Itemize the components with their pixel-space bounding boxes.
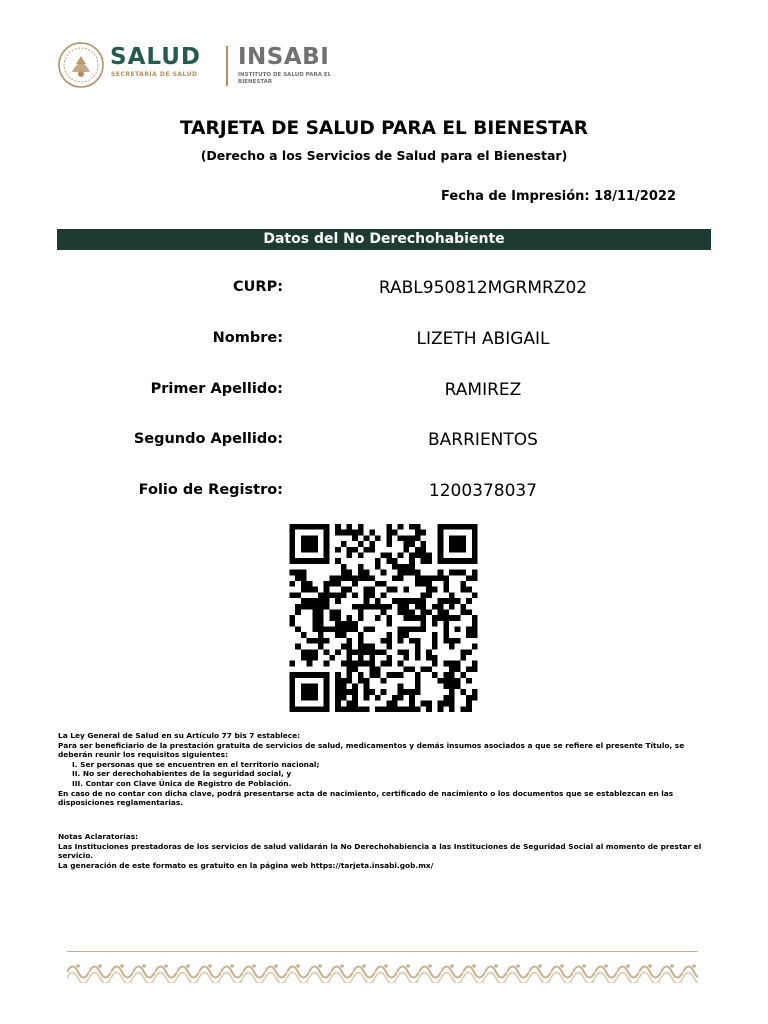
primer-apellido-value: RAMIREZ bbox=[444, 380, 522, 400]
document-subtitle: (Derecho a los Servicios de Salud para el Bienestar) bbox=[200, 148, 568, 163]
segundo-apellido-value: BARRIENTOS bbox=[428, 430, 538, 450]
folio-value: 1200378037 bbox=[428, 481, 538, 501]
legal-text bbox=[58, 731, 714, 808]
nombre-value: LIZETH ABIGAIL bbox=[416, 329, 550, 349]
qr-code-icon bbox=[285, 524, 482, 712]
legal-line-3: En caso de no contar con dicha clave, podrá presentarse acta de nacimiento, certificado de nacimiento o los documentos que se establezcan en las disposiciones reglamentarias. bbox=[58, 788, 674, 808]
notes-line-1: Las Instituciones prestadoras de los servicios de salud validarán la No Derechohabiencia a las Instituciones de Seguridad Social al momento de prestar el servicio. bbox=[58, 841, 702, 861]
segundo-apellido-label: Segundo Apellido: bbox=[133, 431, 283, 447]
insabi-logo-text: INSABI bbox=[238, 44, 330, 70]
folio-label: Folio de Registro: bbox=[138, 482, 283, 498]
notes-text bbox=[58, 832, 714, 870]
legal-item-3: III. Contar con Clave Única de Registro de Población. bbox=[72, 778, 292, 788]
salud-logo-subtitle: SECRETARÍA DE SALUD bbox=[111, 71, 198, 78]
nombre-label: Nombre: bbox=[212, 330, 283, 346]
legal-item-1: I. Ser personas que se encuentren en el territorio nacional; bbox=[72, 759, 320, 769]
curp-label: CURP: bbox=[232, 279, 283, 295]
section-band: Datos del No Derechohabiente bbox=[57, 229, 711, 250]
notes-heading: Notas Aclaratorias: bbox=[58, 832, 139, 841]
ornamental-pattern-icon bbox=[67, 961, 698, 983]
coat-of-arms-seal-icon bbox=[58, 42, 104, 88]
curp-value: RABL950812MGRMRZ02 bbox=[378, 278, 588, 298]
document-title: TARJETA DE SALUD PARA EL BIENESTAR bbox=[179, 118, 589, 139]
insabi-logo-subtitle: INSTITUTO DE SALUD PARA EL BIENESTAR bbox=[238, 72, 332, 85]
legal-item-2: II. No ser derechohabientes de la seguridad social, y bbox=[72, 769, 292, 779]
legal-line-1: La Ley General de Salud en su Artículo 77 bis 7 establece: bbox=[58, 731, 301, 740]
primer-apellido-label: Primer Apellido: bbox=[150, 381, 283, 397]
print-date: Fecha de Impresión: 18/11/2022 bbox=[441, 189, 676, 204]
salud-logo-text: SALUD bbox=[110, 44, 201, 70]
footer-divider bbox=[67, 951, 698, 952]
header-logos bbox=[58, 40, 358, 90]
logo-divider bbox=[226, 46, 228, 86]
notes-line-2: La generación de este formato es gratuito en la página web https://tarjeta.insabi.gob.mx/ bbox=[58, 860, 434, 870]
legal-line-2: Para ser beneficiario de la prestación gratuita de servicios de salud, medicamentos y demás insumos asociados a que se refiere el presente Título, se deberán reunir los requisitos siguientes: bbox=[58, 740, 685, 760]
